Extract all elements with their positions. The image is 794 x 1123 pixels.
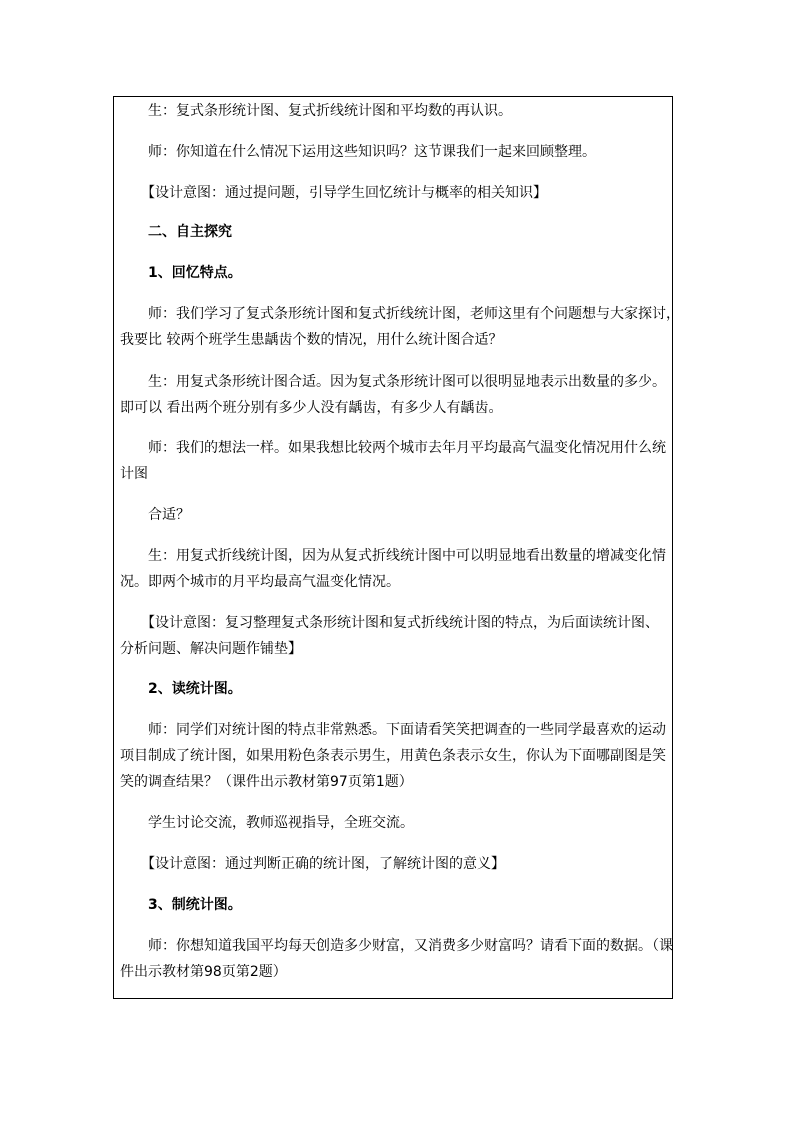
text-line: 生：复式条形统计图、复式折线统计图和平均数的再认识。 xyxy=(120,103,512,119)
text-line: 合适？ xyxy=(120,507,190,523)
text-line: 师：你想知道我国平均每天创造多少财富，又消费多少财富吗？请看下面的数据。（课 xyxy=(120,938,673,954)
text-line: 件出示教材第98页第2题） xyxy=(120,964,287,980)
text-line: 计图 xyxy=(120,466,148,482)
subsection-heading: 3、制统计图。 xyxy=(120,897,242,913)
text-line: 【设计意图：通过判断正确的统计图，了解统计图的意义】 xyxy=(120,856,505,872)
text-line: 况。即两个城市的月平均最高气温变化情况。 xyxy=(120,574,400,590)
text-line: 学生讨论交流，教师巡视指导，全班交流。 xyxy=(120,815,414,831)
text-line: 分析问题、解决问题作铺垫】 xyxy=(120,641,302,657)
text-line: 即可以 看出两个班分别有多少人没有龋齿，有多少人有龋齿。 xyxy=(120,400,503,416)
text-line: 师：我们学习了复式条形统计图和复式折线统计图，老师这里有个问题想与大家探讨， xyxy=(120,306,680,322)
text-line: 项目制成了统计图，如果用粉色条表示男生，用黄色条表示女生，你认为下面哪副图是笑 xyxy=(120,748,666,764)
text-line: 生：用复式折线统计图，因为从复式折线统计图中可以明显地看出数量的增减变化情 xyxy=(120,548,666,564)
text-line: 师：你知道在什么情况下运用这些知识吗？这节课我们一起来回顾整理。 xyxy=(120,144,596,160)
text-line: 师：我们的想法一样。如果我想比较两个城市去年月平均最高气温变化情况用什么统 xyxy=(120,440,666,456)
text-line: 师：同学们对统计图的特点非常熟悉。下面请看笑笑把调查的一些同学最喜欢的运动 xyxy=(120,722,666,738)
text-line: 【设计意图：复习整理复式条形统计图和复式折线统计图的特点，为后面读统计图、 xyxy=(120,615,659,631)
text-line: 【设计意图：通过提问题，引导学生回忆统计与概率的相关知识】 xyxy=(120,185,547,201)
text-line: 笑的调查结果？（课件出示教材第97页第1题） xyxy=(120,774,413,790)
subsection-heading: 1、回忆特点。 xyxy=(120,265,242,281)
section-heading: 二、自主探究 xyxy=(120,224,232,240)
text-line: 生：用复式条形统计图合适。因为复式条形统计图可以很明显地表示出数量的多少。 xyxy=(120,374,666,390)
subsection-heading: 2、读统计图。 xyxy=(120,681,242,697)
text-line: 我要比 较两个班学生患龋齿个数的情况，用什么统计图合适？ xyxy=(120,332,503,348)
